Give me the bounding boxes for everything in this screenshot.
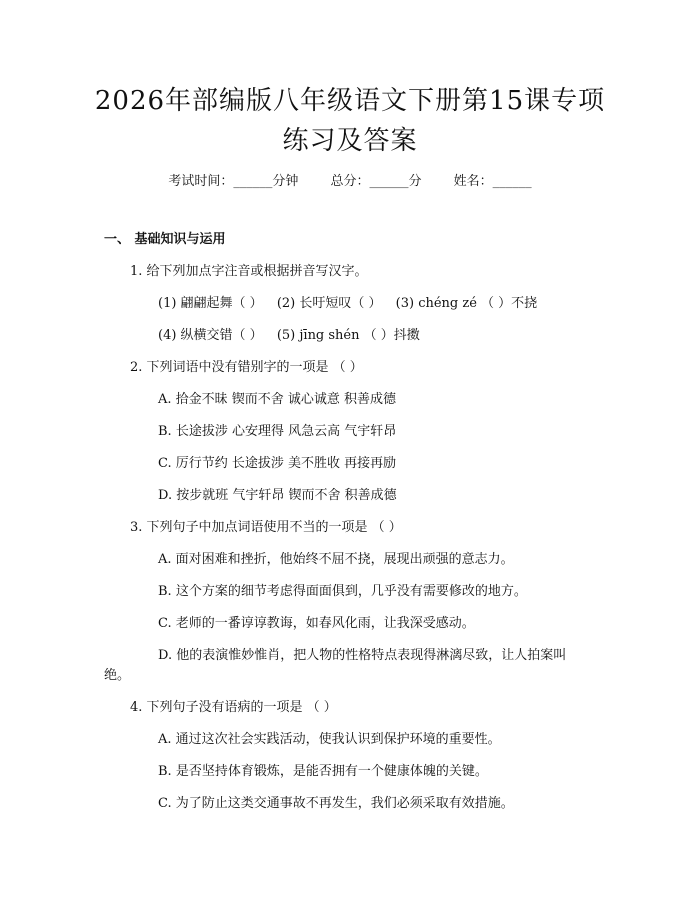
- q1-item-2: (2) 长吁短叹（ ）: [276, 296, 382, 311]
- q1-item-1: (1) 翩翩起舞（ ）: [158, 296, 263, 311]
- q2-option-d: D. 按步就班 气宇轩昂 锲而不舍 积善成德: [158, 488, 397, 503]
- q3-option-b: B. 这个方案的细节考虑得面面俱到，几乎没有需要修改的地方。: [158, 584, 527, 599]
- question-1-row-1: [158, 295, 547, 313]
- q1-item-5: (5) jīng shén （ ）抖擞: [276, 328, 420, 343]
- q2-option-a: A. 拾金不昧 锲而不舍 诚心诚意 积善成德: [158, 392, 397, 407]
- q4-option-a: A. 通过这次社会实践活动，使我认识到保护环境的重要性。: [158, 732, 501, 747]
- question-4-stem: 4. 下列句子没有语病的一项是 （ ）: [130, 700, 337, 715]
- exam-meta: [0, 170, 700, 189]
- document-title-line1: 2026年部编版八年级语文下册第15课专项: [94, 86, 606, 116]
- student-name: 姓名：______: [453, 174, 532, 189]
- q4-option-c: C. 为了防止这类交通事故不再发生，我们必须采取有效措施。: [158, 796, 514, 811]
- q2-option-b: B. 长途拔涉 心安理得 风急云高 气宇轩昂: [158, 424, 397, 439]
- q4-option-b: B. 是否坚持体育锻炼，是能否拥有一个健康体魄的关键。: [158, 764, 488, 779]
- exam-time: 考试时间：______分钟: [168, 174, 299, 189]
- total-score: 总分：______分: [330, 174, 422, 189]
- q3-option-d: D. 他的表演惟妙惟肖，把人物的性格特点表现得淋漓尽致，让人拍案叫: [158, 648, 567, 663]
- q2-option-c: C. 厉行节约 长途拔涉 美不胜收 再接再励: [158, 456, 397, 471]
- question-1-row-2: [158, 327, 430, 345]
- q1-item-4: (4) 纵横交错（ ）: [158, 328, 263, 343]
- q3-option-a: A. 面对困难和挫折，他始终不屈不挠，展现出顽强的意志力。: [158, 552, 514, 567]
- q1-item-3: (3) chéng zé （ ）不挠: [395, 296, 538, 311]
- question-2-stem: 2. 下列词语中没有错别字的一项是 （ ）: [130, 360, 363, 375]
- section-heading: 一、 基础知识与运用: [104, 232, 226, 247]
- question-3-stem: 3. 下列句子中加点词语使用不当的一项是 （ ）: [130, 520, 402, 535]
- q3-option-d-continued: 绝。: [104, 668, 131, 683]
- document-title-line2: 练习及答案: [282, 126, 418, 156]
- q3-option-c: C. 老师的一番谆谆教诲，如春风化雨，让我深受感动。: [158, 616, 475, 631]
- question-1-stem: 1. 给下列加点字注音或根据拼音写汉字。: [130, 264, 368, 279]
